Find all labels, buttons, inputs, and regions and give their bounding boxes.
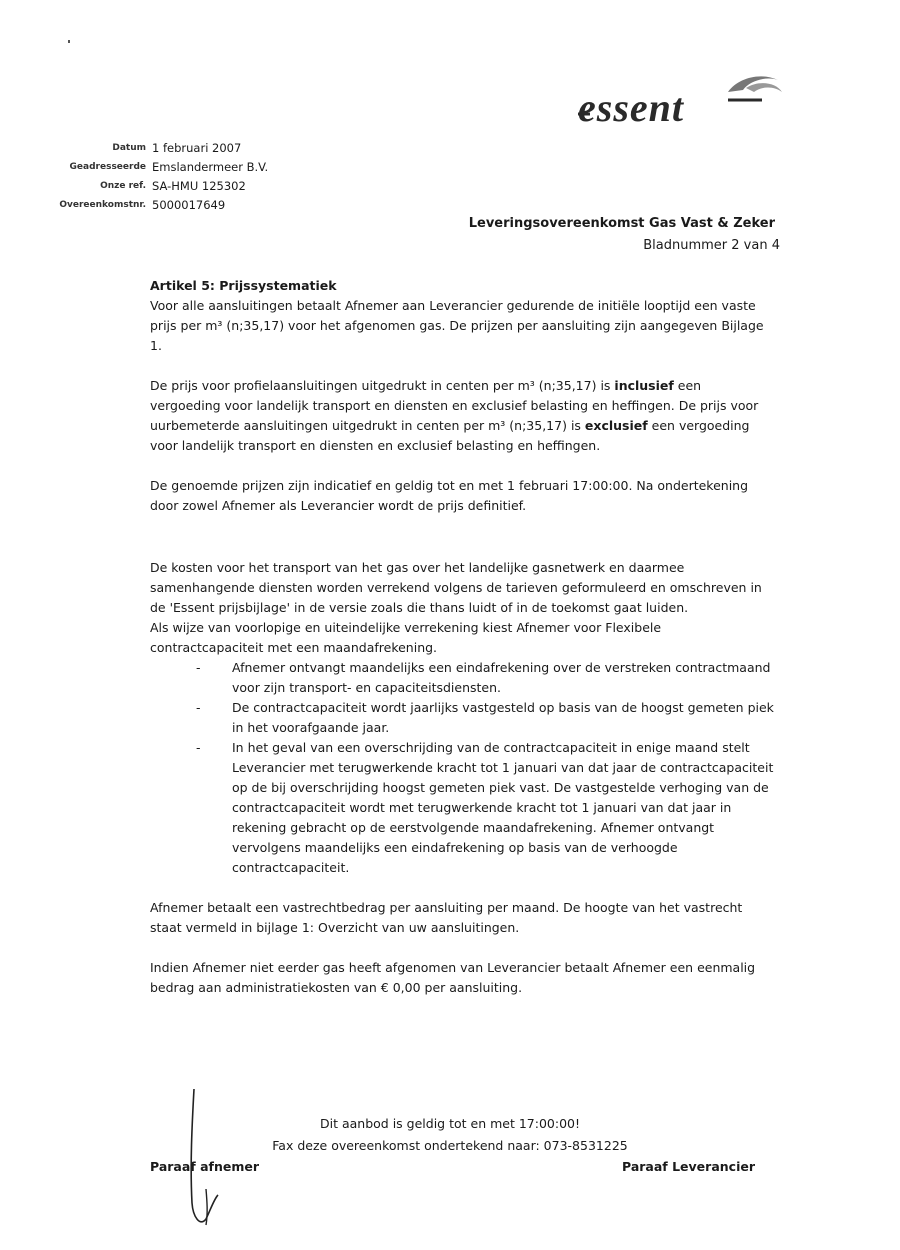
meta-row-onze-ref	[0, 177, 268, 196]
meta-row-geadresseerde	[0, 158, 268, 177]
paragraph-settlement: Als wijze van voorlopige en uiteindelijke verrekening kiest Afnemer voor Flexibele contractcapaciteit met een maandafrekening.	[150, 620, 662, 655]
paragraph-inclusive-exclusive	[150, 376, 775, 456]
text-run: een vergoeding voor landelijk transport en diensten en exclusief belasting en heffingen.	[150, 418, 750, 453]
paragraph-administration-costs: Indien Afnemer niet eerder gas heeft afgenomen van Leverancier betaalt Afnemer een eenmalig bedrag aan administratiekosten van € 0,00 per aansluiting.	[150, 960, 756, 995]
fax-instruction: Fax deze overeenkomst ondertekend naar: 073-8531225	[272, 1138, 628, 1153]
meta-label: Geadresseerde	[69, 162, 146, 172]
meta-label: Datum	[112, 143, 146, 153]
bullet-dash: -	[196, 740, 201, 755]
meta-value: 5000017649	[152, 198, 226, 212]
essent-logo	[578, 70, 788, 132]
bullet-dash: -	[196, 700, 201, 715]
document-title: Leveringsovereenkomst Gas Vast & Zeker	[468, 216, 775, 231]
article-body	[150, 276, 775, 998]
meta-value: Emslandermeer B.V.	[152, 160, 269, 174]
emphasis-inclusief: inclusief	[614, 378, 674, 393]
logo-wordmark: essent	[578, 85, 684, 130]
emphasis-exclusief: exclusief	[584, 418, 648, 433]
list-item-text: In het geval van een overschrijding van de contractcapaciteit in enige maand stelt Leverancier met terugwerkende kracht tot 1 januari van dat jaar de contractcapaciteit op de bij overschrijding hoogst gemeten piek vast. De vastgestelde verhoging van de contractcapaciteit wordt met terugwerkende kracht tot 1 januari van dat jaar in rekening gebracht op de eerstvolgende maandafrekening. Afnemer ontvangt vervolgens maandelijks een eindafrekening op basis van de verhoogde contractcapaciteit.	[232, 740, 774, 875]
meta-row-overeenkomstnr	[0, 196, 268, 215]
text-run: een vergoeding voor landelijk transport en diensten en exclusief belasting en heffingen. De prijs voor uurbemeterde aansluitingen uitgedrukt in centen per m³ (n;35,17) is	[150, 378, 759, 433]
list-item	[150, 698, 775, 738]
meta-row-datum	[0, 139, 268, 158]
settlement-bullet-list	[150, 658, 775, 878]
meta-value: 1 februari 2007	[152, 141, 242, 155]
paraaf-leverancier-label: Paraaf Leverancier	[622, 1159, 755, 1174]
list-item	[150, 738, 775, 878]
bullet-dash: -	[196, 660, 201, 675]
page-number: Bladnummer 2 van 4	[643, 238, 780, 253]
paragraph-transport-costs: De kosten voor het transport van het gas over het landelijke gasnetwerk en daarmee samenhangende diensten worden verrekend volgens de tarieven geformuleerd en omschreven in de 'Essent prijsbijlage' in de versie zoals die thans luidt of in de toekomst gaat luiden.	[150, 560, 762, 615]
document-meta	[0, 139, 268, 215]
meta-label: Overeenkomstnr.	[59, 200, 146, 210]
paraaf-afnemer-label: Paraaf afnemer	[150, 1159, 260, 1174]
scan-speck	[68, 40, 70, 43]
meta-value: SA-HMU 125302	[152, 179, 246, 193]
paragraph-prices: Voor alle aansluitingen betaalt Afnemer aan Leverancier gedurende de initiële looptijd een vaste prijs per m³ (n;35,17) voor het afgenomen gas. De prijzen per aansluiting zijn aangegeven Bijlage 1.	[150, 298, 764, 353]
offer-validity-note: Dit aanbod is geldig tot en met 17:00:00!	[320, 1116, 580, 1131]
meta-label: Onze ref.	[100, 181, 146, 191]
text-run: De prijs voor profielaansluitingen uitgedrukt in centen per m³ (n;35,17) is	[150, 378, 615, 393]
list-item-text: Afnemer ontvangt maandelijks een eindafrekening over de verstreken contractmaand voor zijn transport- en capaciteitsdiensten.	[232, 660, 771, 695]
article-heading: Artikel 5: Prijssystematiek	[150, 278, 337, 293]
list-item-text: De contractcapaciteit wordt jaarlijks vastgesteld op basis van de hoogst gemeten piek in het voorafgaande jaar.	[232, 700, 774, 735]
paragraph-vastrecht: Afnemer betaalt een vastrechtbedrag per aansluiting per maand. De hoogte van het vastrecht staat vermeld in bijlage 1: Overzicht van uw aansluitingen.	[150, 900, 743, 935]
list-item	[150, 658, 775, 698]
paragraph-indicative: De genoemde prijzen zijn indicatief en geldig tot en met 1 februari 17:00:00. Na ondertekening door zowel Afnemer als Leverancier wordt de prijs definitief.	[150, 478, 749, 513]
